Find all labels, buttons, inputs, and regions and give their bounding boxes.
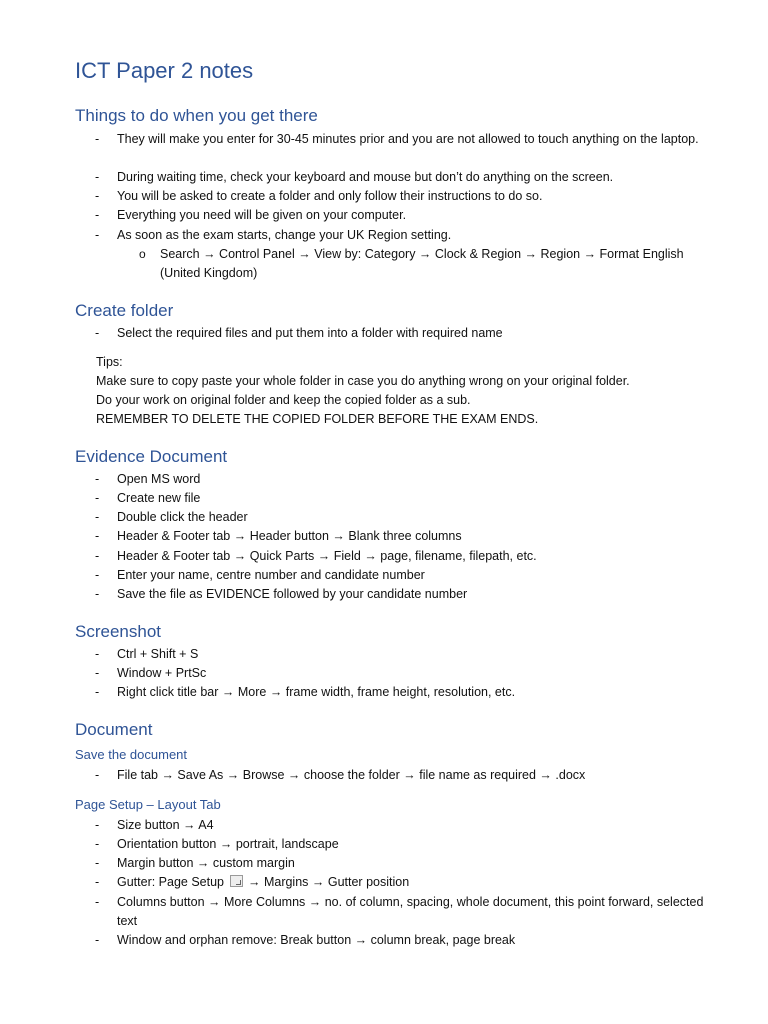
bullet-dash: - (95, 856, 100, 870)
heading-things-to-do: Things to do when you get there (75, 106, 318, 125)
bullet-dash: - (95, 510, 100, 524)
list-item: Save the file as EVIDENCE followed by your candidate number (117, 587, 468, 601)
bullet-dash: - (95, 326, 100, 340)
list-item: Everything you need will be given on your computer. (117, 208, 407, 222)
gutter-suffix: → Margins → Gutter position (247, 875, 410, 889)
list-item: Window and orphan remove: Break button → column break, page break (117, 933, 516, 947)
list-item: Columns button → More Columns → no. of column, spacing, whole document, this point forward, selected text (117, 895, 704, 928)
list-item: Ctrl + Shift + S (117, 647, 199, 661)
bullet-dash: - (95, 837, 100, 851)
heading-create-folder: Create folder (75, 301, 174, 320)
tips-label: Tips: (96, 355, 123, 369)
list-item: As soon as the exam starts, change your UK Region setting. (117, 228, 452, 242)
list-item: Header & Footer tab → Quick Parts → Field → page, filename, filepath, etc. (117, 549, 537, 563)
tips-line: Do your work on original folder and keep the copied folder as a sub. (96, 393, 471, 407)
heading-document: Document (75, 720, 153, 739)
tips-warning: REMEMBER TO DELETE THE COPIED FOLDER BEFORE THE EXAM ENDS. (96, 412, 539, 426)
bullet-dash: - (95, 472, 100, 486)
list-item: File tab → Save As → Browse → choose the folder → file name as required → .docx (117, 768, 586, 782)
dialog-launcher-icon (230, 875, 243, 887)
list-item: Header & Footer tab → Header button → Blank three columns (117, 529, 462, 543)
list-item-gutter (117, 873, 707, 892)
bullet-dash: - (95, 666, 100, 680)
list-item: Enter your name, centre number and candidate number (117, 568, 425, 582)
sub-list-item: Search → Control Panel → View by: Category → Clock & Region → Region → Format English (United Kingdom) (160, 247, 684, 280)
bullet-dash: - (95, 170, 100, 184)
list-item: Open MS word (117, 472, 201, 486)
bullet-dash: - (95, 529, 100, 543)
subheading-page-setup: Page Setup – Layout Tab (75, 797, 221, 812)
list-item: They will make you enter for 30-45 minutes prior and you are not allowed to touch anything on the laptop. (117, 132, 699, 146)
list-item: Create new file (117, 491, 201, 505)
bullet-dash: - (95, 818, 100, 832)
list-item: Right click title bar → More → frame width, frame height, resolution, etc. (117, 685, 516, 699)
bullet-dash: - (95, 189, 100, 203)
bullet-dash: - (95, 208, 100, 222)
bullet-dash: - (95, 647, 100, 661)
gutter-prefix: Gutter: Page Setup (117, 875, 225, 889)
bullet-dash: - (95, 228, 100, 242)
bullet-dash: - (95, 587, 100, 601)
subheading-save-document: Save the document (75, 747, 188, 762)
list-item: Select the required files and put them into a folder with required name (117, 326, 503, 340)
bullet-dash: - (95, 895, 100, 909)
list-item: During waiting time, check your keyboard and mouse but don’t do anything on the screen. (117, 170, 614, 184)
bullet-dash: - (95, 875, 100, 889)
bullet-dash: - (95, 491, 100, 505)
list-item: Size button → A4 (117, 818, 214, 832)
bullet-dash: - (95, 549, 100, 563)
list-item: Orientation button → portrait, landscape (117, 837, 339, 851)
bullet-dash: - (95, 685, 100, 699)
bullet-circle: o (139, 247, 146, 261)
bullet-dash: - (95, 768, 100, 782)
list-item: Margin button → custom margin (117, 856, 295, 870)
list-item: Double click the header (117, 510, 248, 524)
heading-screenshot: Screenshot (75, 622, 161, 641)
bullet-dash: - (95, 933, 100, 947)
heading-evidence-document: Evidence Document (75, 447, 228, 466)
list-item: You will be asked to create a folder and only follow their instructions to do so. (117, 189, 543, 203)
list-item: Window + PrtSc (117, 666, 207, 680)
document-title: ICT Paper 2 notes (75, 58, 254, 83)
bullet-dash: - (95, 568, 100, 582)
bullet-dash: - (95, 132, 100, 146)
tips-line: Make sure to copy paste your whole folder in case you do anything wrong on your original folder. (96, 374, 630, 388)
